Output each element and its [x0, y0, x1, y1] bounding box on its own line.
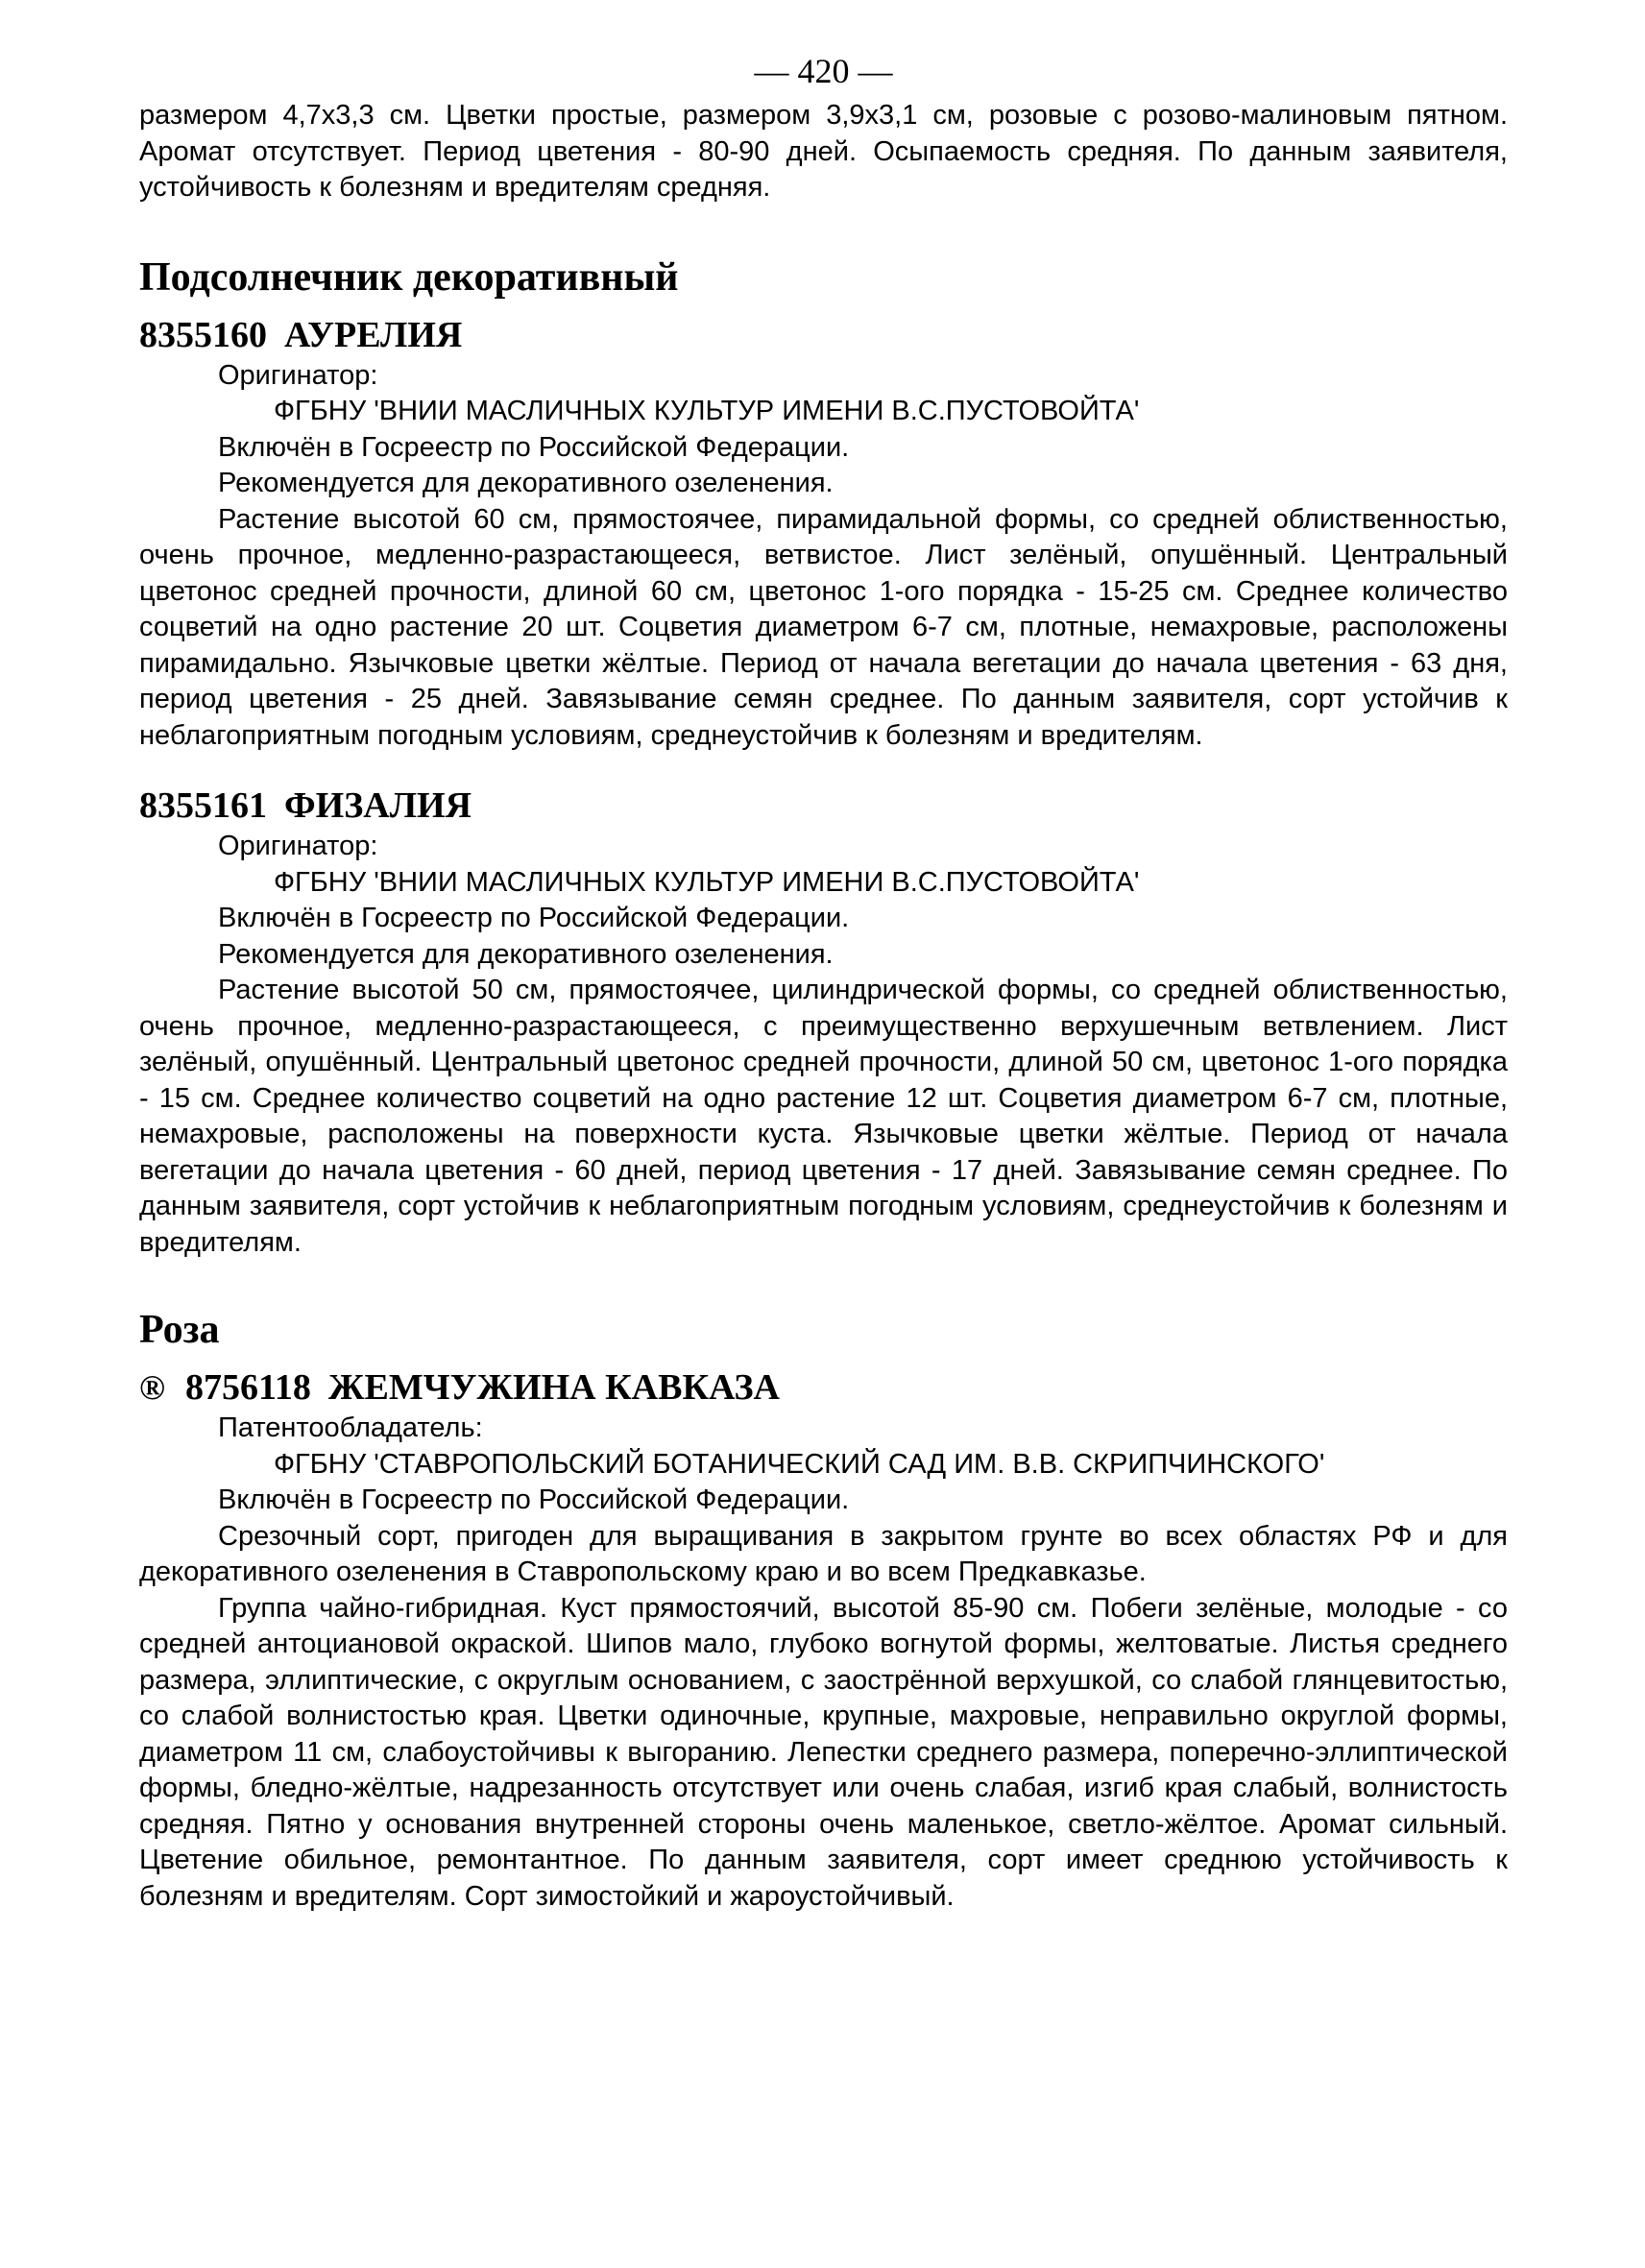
recommendation: Срезочный сорт, пригоден для выращивания в закрытом грунте во всех областях РФ и для декоративного озеленения в Ставропольскому краю и во всем Предкавказье. — [139, 1520, 1508, 1587]
registry-status: Включён в Госреестр по Российской Федерации. — [218, 903, 850, 933]
patent-holder-label: Патентообладатель: — [218, 1412, 483, 1443]
variety-description: Растение высотой 60 см, прямостоячее, пирамидальной формы, со средней облиственностью, очень прочное, медленно-разрастающееся, ветвистое. Лист зелёный, опушённый. Центральный цветонос средней прочности, длиной 60 см, цветонос 1-ого порядка - 15-25 см. Среднее количество соцветий на одно растение 20 шт. Соцветия диаметром 6-7 см, плотные, немахровые, расположены пирамидально. Язычковые цветки жёлтые. Период от начала вегетации до начала цветения - 63 дня, период цветения - 25 дней. Завязывание семян среднее. По данным заявителя, сорт устойчив к неблагоприятным погодным условиям, среднеустойчив к болезням и вредителям. — [139, 503, 1508, 751]
recommendation: Рекомендуется для декоративного озеленения. — [218, 938, 834, 970]
originator-label: Оригинатор: — [218, 359, 378, 391]
organization-name: ФГБНУ 'ВНИИ МАСЛИЧНЫХ КУЛЬТУР ИМЕНИ В.С.ПУСТОВОЙТА' — [274, 866, 1140, 898]
variety-title — [139, 783, 1508, 829]
variety-title — [139, 1364, 1508, 1411]
document-page — [139, 50, 1508, 1915]
variety-name: ЖЕМЧУЖИНА КАВКАЗА — [327, 1367, 780, 1408]
variety-number: 8756118 — [185, 1367, 311, 1408]
intro-paragraph: размером 4,7х3,3 см. Цветки простые, размером 3,9х3,1 см, розовые с розово-малиновым пятном. Аромат отсутствует. Период цветения - 80-90 дней. Осыпаемость средняя. По данным заявителя, устойчивость к болезням и вредителям средняя. — [139, 100, 1508, 203]
recommendation: Рекомендуется для декоративного озеленения. — [218, 468, 834, 498]
variety-name: АУРЕЛИЯ — [284, 314, 463, 355]
variety-entry — [139, 312, 1508, 755]
variety-number: 8355160 — [139, 314, 267, 355]
originator-label: Оригинатор: — [218, 831, 378, 861]
section-title: Подсолнечник декоративный — [139, 254, 679, 300]
section-sunflower — [139, 253, 1508, 1262]
variety-number: 8355161 — [139, 785, 267, 826]
variety-description: Группа чайно-гибридная. Куст прямостоячий, высотой 85-90 см. Побеги зелёные, молодые - со средней антоциановой окраской. Шипов мало, глубоко вогнутой формы, желтоватые. Листья среднего размера, эллиптические, с округлым основанием, с заострённой верхушкой, со слабой глянцевитостью, со слабой волнистостью края. Цветки одиночные, крупные, махровые, неправильно округлой формы, диаметром 11 см, слабоустойчивы к выгоранию. Лепестки среднего размера, поперечно-эллиптической формы, бледно-жёлтые, надрезанность отсутствует или очень слабая, изгиб края слабый, волнистость средняя. Пятно у основания внутренней стороны очень маленькое, светло-жёлтое. Аромат сильный. Цветение обильное, ремонтантное. По данным заявителя, сорт имеет среднюю устойчивость к болезням и вредителям. Сорт зимостойкий и жароустойчивый. — [139, 1592, 1508, 1912]
variety-entry — [139, 1364, 1508, 1915]
registry-status: Включён в Госреестр по Российской Федерации. — [218, 431, 850, 463]
variety-entry — [139, 783, 1508, 1261]
organization-name: ФГБНУ 'ВНИИ МАСЛИЧНЫХ КУЛЬТУР ИМЕНИ В.С.ПУСТОВОЙТА' — [274, 396, 1140, 426]
variety-title — [139, 312, 1508, 358]
organization-name: ФГБНУ 'СТАВРОПОЛЬСКИЙ БОТАНИЧЕСКИЙ САД ИМ. В.В. СКРИПЧИНСКОГО' — [274, 1448, 1325, 1480]
section-rose — [139, 1305, 1508, 1915]
variety-name: ФИЗАЛИЯ — [284, 785, 472, 826]
registered-mark-icon: ® — [139, 1368, 165, 1407]
registry-status: Включён в Госреестр по Российской Федерации. — [218, 1484, 850, 1515]
variety-description: Растение высотой 50 см, прямостоячее, цилиндрической формы, со средней облиственностью, очень прочное, медленно-разрастающееся, с преимущественно верхушечным ветвлением. Лист зелёный, опушённый. Центральный цветонос средней прочности, длиной 50 см, цветонос 1-ого порядка - 15 см. Среднее количество соцветий на одно растение 12 шт. Соцветия диаметром 6-7 см, плотные, немахровые, расположены на поверхности куста. Язычковые цветки жёлтые. Период от начала вегетации до начала цветения - 60 дней, период цветения - 17 дней. Завязывание семян среднее. По данным заявителя, сорт устойчив к неблагоприятным погодным условиям, среднеустойчив к болезням и вредителям. — [139, 975, 1508, 1258]
section-title: Роза — [139, 1308, 220, 1352]
page-number: — 420 — — [754, 52, 893, 90]
